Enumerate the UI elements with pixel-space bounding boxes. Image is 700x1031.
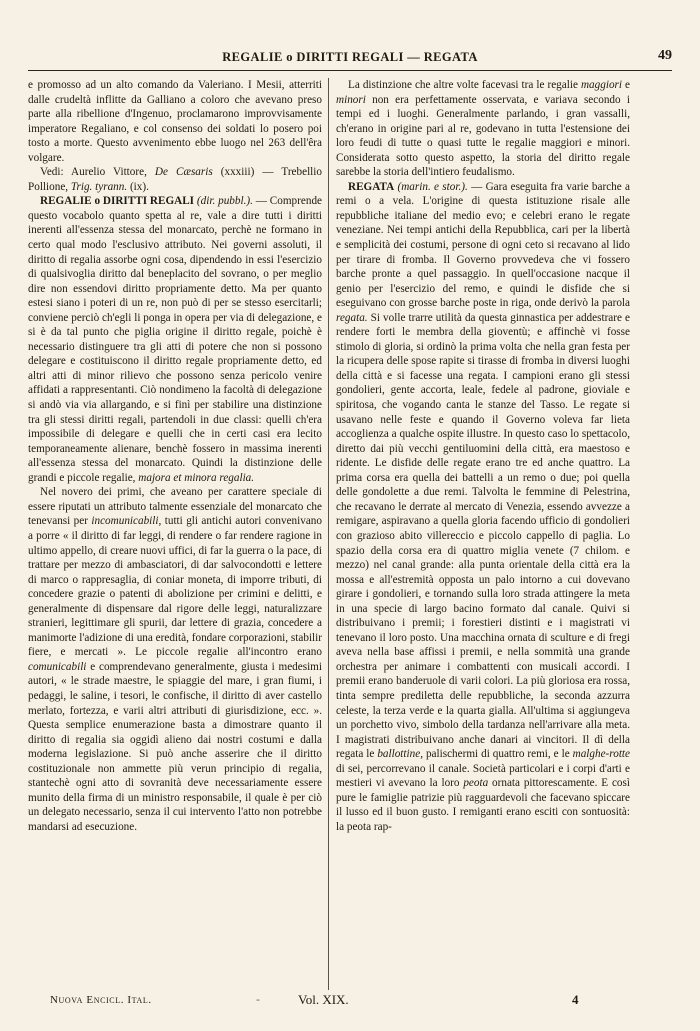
- page-number: 49: [658, 48, 672, 63]
- cited-work: De Cæsaris: [154, 166, 213, 179]
- paragraph-text: — Comprende questo vocabolo quanto spetta al re, vale a dire tutti i diritti inerenti all'essenza stessa del monarcato, perchè ne formano in certo qual modo l'esclusivo attributo. Nei governi assoluti, il diritto di regalia assorbe ogni cosa, dipendendo in essi l'esercizio di qualsivoglia diritto dal beneplacito del sovrano, o per meglio dire non essendovi diritto propriamente detto. Ma per quanto estesi siano i poteri di un re, non può di per se stesso esercitarli; conviene perciò ch'egli li ponga in opera per via di delegazione, e si è da tal punto che piglia origine il diritto regale, poichè è necessario distinguere tra gli atti di potere che non si possono delegare e costituiscono il diritto regale propriamente detto, ed altri atti di minor rilievo che possono senza pericolo venire affidati a rappresentanti. Ciò nondimeno la facoltà di delegazione si andò via via allargando, e si finì per stabilire una distinzione tra gli stessi diritti regali, partendoli in due classi: quelli ch'era impossibile di delegare e quelli che in certi casi era lecito temporaneamente alienare, benchè fossero in massima inerenti all'essenza stessa del monarcato. Quindi la distinzione delle grandi e piccole regalie,: [28, 195, 322, 484]
- italic-phrase: peota: [463, 777, 489, 790]
- italic-phrase: comunicabili: [28, 660, 87, 673]
- paragraph: [28, 165, 322, 194]
- page-header: [28, 48, 672, 71]
- entry-qualifier: (marin. e stor.).: [397, 180, 468, 193]
- italic-phrase: incomunicabili,: [91, 515, 162, 528]
- column-divider: [328, 78, 329, 990]
- paragraph-text: (ix).: [127, 180, 149, 193]
- paragraph: [28, 485, 322, 834]
- paragraph-text: La distinzione che altre volte facevasi tra le regalie: [348, 79, 581, 91]
- italic-phrase: malghe-rotte: [572, 748, 630, 761]
- paragraph: [336, 78, 630, 180]
- paragraph-text: di sei, percorrevano il canale. Società particolari e i corpi d'arti e mestieri vi avevano la loro: [336, 762, 630, 790]
- italic-phrase: majora et minora regalia.: [138, 471, 255, 484]
- paragraph-text: (xxxiii) — Trebellio Pollione,: [28, 166, 322, 193]
- entry-heading: REGALIE o DIRITTI REGALI: [40, 195, 195, 208]
- volume-number: Vol. XIX.: [298, 992, 349, 1007]
- paragraph-text: ornata pittorescamente. E così pure le famiglie patrizie più ragguardevoli che facevano spiccare il lusso ed il buon gusto. I remiganti erano esciti con sontuosità: la peota rap-: [336, 777, 630, 833]
- running-title: REGALIE o DIRITTI REGALI — REGATA: [222, 50, 478, 64]
- italic-phrase: ballottine,: [377, 748, 423, 761]
- left-column: [28, 78, 322, 990]
- paragraph-text: tutti gli antichi autori convenivano a porre « il diritto di far leggi, di rendere o far rendere ragione in ultimo appello, di creare nuovi uffici, di far la guerra o la pace, di trattare per mezzo di ambasciatori, di dar salvocondotti e lettere di marco o rappresaglia, di coniar moneta, di imporre tributi, di concedere grazie o patenti di abolizione per crimini e delitti, e generalmente di dispensare dal rigore delle leggi, naturalizzare stranieri, legittimare gli spurii, dar lettere di grazia, concedere a manimorte l'adizione di una eredità, fondare corporazioni, stabilir fiere, e mercati ». Le piccole regalie all'incontro erano: [28, 515, 322, 659]
- paragraph-text: non era perfettamente osservata, e variava secondo i tempi ed i luoghi. Generalmente parlando, i gran vassalli, ch'erano in origine pari al re, godevano in tutta l'estensione dei loro feudi di tutte o quasi tutte le regalie maggiori e minori. Considerata sotto questo aspetto, la storia del diritto regale sarebbe la storia dell'intiero feudalismo.: [336, 93, 630, 179]
- signature-mark: 4: [572, 992, 579, 1007]
- paragraph-text: e: [622, 79, 630, 91]
- text-columns: [28, 78, 672, 990]
- paragraph-text: Si volle trarre utilità da questa ginnastica per addestrare e rendere forti le membra della gioventù; e affinchè vi fosse stimolo di gloria, si ordinò la prima volta che nella gran festa per la ricupera delle spose rapite si tirasse di fromba in diversi luoghi della città e si facesse una regata. I campioni erano gli stessi gondolieri, gente accorta, leale, fedele al padrone, gioviale e spiritosa, che vogando canta le stanze del Tasso. Le regate si usavano nelle feste e quando il Governo voleva far lieta accoglienza a qualche ospite illustre. In questo caso lo spettacolo, diretto dai più vecchi gentiluomini della città, era maestoso e ridente. Le disfide delle regate erano tre ed anche quattro. La prima corsa era quella dei battelli a un remo o due; poi quella delle gondolette a due remi. Talvolta le femmine di Pelestrina, che recavano le derrate al mercato di Venezia, essendo avvezze a remigare, aspiravano a quella gloria facendo ufficio di gondolieri con grazioso abito villereccio e piccolo cappello di paglia. Lo spazio della corsa era di quattro miglia venete (7 chilom. e mezzo) nel canal grande: alla punta orientale della città era la mossa e all'estremità opposta un palo intorno a cui dovevano girare i gondolieri, e tornando sulla loro strada attingere la meta in una specie di largo bacino formato dal canale. Quivi si distribuivano i premii; i forestieri distinti e i magistrati vi tenevano il loro posto. Una macchina ornata di sculture e di fregi aveva nella base affissi i premii, e nella sommità una grande orchestra per animare i combattenti con musicali accordi. I premii erano banderuole di varii colori. La più gloriosa era rossa, tinta sempre prediletta delle repubbliche, la seconda azzurra celeste, la terza verde e la quarta gialla. All'ultima si aggiungeva un porchetto vivo, simbolo della tardanza nell'arrivare alla meta. I magistrati distribuivano anche danari ai vincitori. Il dì della regata le: [336, 311, 630, 761]
- page-footer: [50, 992, 600, 1012]
- entry-regalie: [28, 194, 322, 485]
- paragraph: e promosso ad un alto comando da Valeriano. I Mesii, atterriti dalle crudeltà inflitte da Galliano a coloro che avevano preso parte alla ribellione d'Ingenuo, proclamarono improvvisamente imperatore Regaliano, e col consenso dei soldati lo posero poi tosto a morte. Questo avvenimento ebbe luogo nel 263 dell'êra volgare.: [28, 79, 322, 164]
- footer-dash: -: [256, 992, 260, 1006]
- italic-phrase: minori: [336, 93, 366, 106]
- paragraph-text: — Gara eseguita fra varie barche a remi o a vela. L'origine di questa istituzione risale alle repubbliche italiane del medio evo; e celebri erano le regate veneziane. Nei tempi antichi della Repubblica, cari per la libertà e semplicità dei costumi, persone di ogni ceto si recavano al lido per tirare di fromba. Il Governo provvedeva che vi fossero barche pronte a quel passaggio. In quell'occasione nacque il genio per l'esercizio del remo, e quindi le disfide che si eseguivano con grosse barche poste in riga, onde derivò la parola: [336, 180, 630, 310]
- paragraph-text: palischermi di quattro remi, e le: [423, 748, 573, 761]
- paragraph-text: Vedi: Aurelio Vittore,: [40, 166, 155, 179]
- paragraph-text: Nel novero dei primi, che aveano per carattere speciale di essere riputati un attributo talmente essenziale del monarcato che tenevansi per: [28, 486, 322, 528]
- italic-phrase: maggiori: [580, 79, 622, 91]
- publication-name: Nuova Encicl. Ital.: [50, 994, 152, 1006]
- entry-regata: [336, 180, 630, 835]
- right-column: [336, 78, 630, 990]
- cited-work: Trig. tyrann.: [70, 180, 128, 193]
- paragraph-text: e comprendevano generalmente, giusta i medesimi autori, « le strade maestre, le spiaggie del mare, i gran fiumi, i pedaggi, le saline, i tesori, le confische, il diritto di aver castello merlato, fortezza, e varii altri attributi di giurisdizione, ecc. ». Questa semplice enumerazione basta a dimostrare quanto il diritto di regalia sia oggidì alieno dai nostri costumi e dalla moderna legislazione. Si può anche asserire che il diritto costituzionale non ammette più verun principio di regalia, stantechè ogni atto di sovranità deve necessariamente essere munito della firma di un ministro responsabile, il quale è per ciò un delegato necessario, senza il cui intervento l'atto non potrebbe mandarsi ad esecuzione.: [28, 660, 322, 833]
- entry-qualifier: (dir. pubbl.).: [196, 195, 253, 208]
- italic-phrase: regata.: [336, 311, 368, 324]
- entry-heading: REGATA: [348, 180, 395, 193]
